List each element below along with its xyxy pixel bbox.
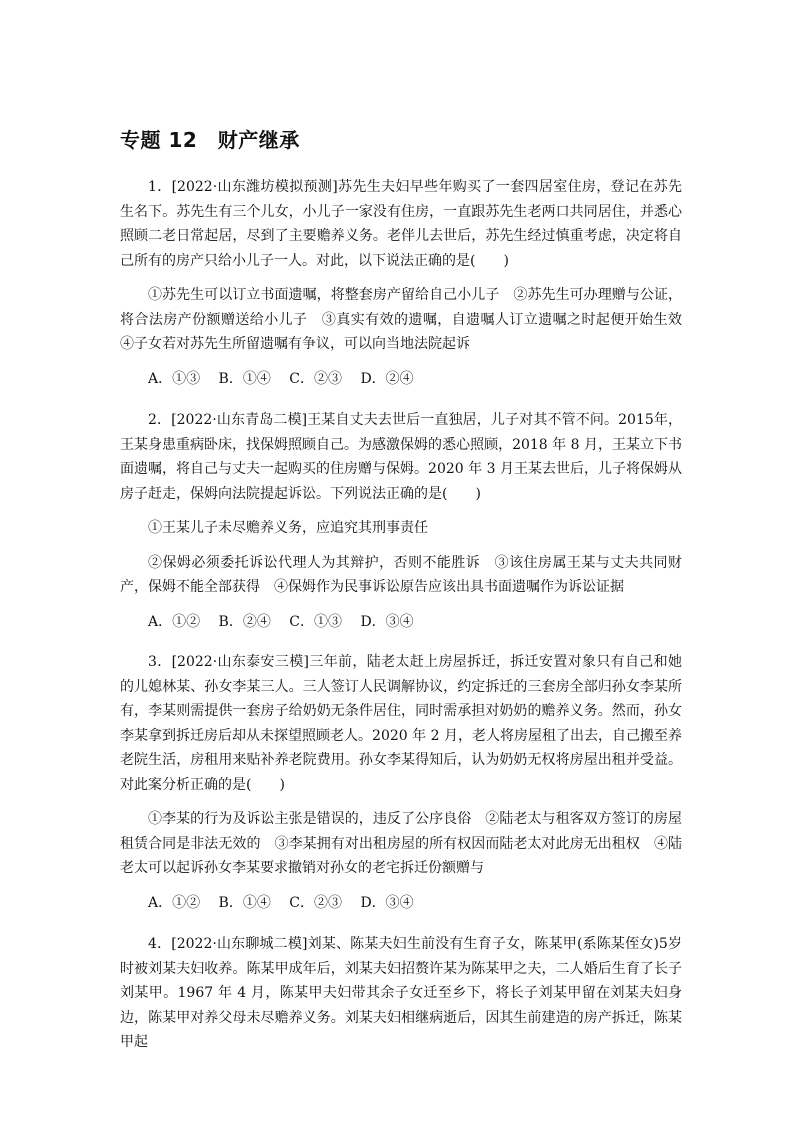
question-stem: 3．[2022·山东泰安三模]三年前，陆老太赶上房屋拆迁，拆迁安置对象只有自己和她的儿媳林某、孙女李某三人。三人签订人民调解协议，约定拆迁的三套房全部归孙女李某所有，李某则需提供一套房子给奶奶无条件居住，同时需承担对奶奶的赡养义务。然而，孙女李某拿到拆迁房后却从未探望照顾老人。2020 年 2 月，老人将房屋租了出去，自己搬至养老院生活，房租用来贴补养老院费用。孙女李某得知后，认为奶奶无权将房屋出租并受益。对此案分析正确的是( ) <box>120 654 682 793</box>
option-statements: ①苏先生可以订立书面遗嘱，将整套房产留给自己小儿子 ②苏先生可办理赠与公证，将合法房产份额赠送给小儿子 ③真实有效的遗嘱，自遗嘱人订立遗嘱之时起便开始生效 ④子女若对苏先生所留遗嘱有争议，可以向当地法院起诉 <box>120 287 696 352</box>
page-title: 专题 12 财产继承 <box>120 128 300 152</box>
question-options <box>120 283 696 357</box>
answer-choices: A．①② B．②④ C．①③ D．③④ <box>148 613 414 630</box>
answer-choices: A．①② B．①④ C．②③ D．③④ <box>148 894 414 911</box>
question-1 <box>120 175 696 391</box>
question-4 <box>120 932 682 1055</box>
question-2 <box>120 408 682 634</box>
question-3 <box>120 650 682 915</box>
question-stem: 4．[2022·山东聊城二模]刘某、陈某夫妇生前没有生育子女，陈某甲(系陈某侄女)5岁时被刘某夫妇收养。陈某甲成年后，刘某夫妇招赘许某为陈某甲之夫，二人婚后生育了长子刘某甲。1967 年 4 月，陈某甲夫妇带其余子女迁至乡下，将长子刘某甲留在刘某夫妇身边，陈某甲对养父母未尽赡养义务。刘某夫妇相继病逝后，因其生前建造的房产拆迁，陈某甲起 <box>120 936 682 1050</box>
question-stem: 2．[2022·山东青岛二模]王某自丈夫去世后一直独居，儿子对其不管不问。2015年，王某身患重病卧床，找保姆照顾自己。为感激保姆的悉心照顾，2018 年 8 月，王某立下书面遗嘱，将自己与丈夫一起购买的住房赠与保姆。2020 年 3 月王某去世后，儿子将保姆从房子赶走，保姆向法院提起诉讼。下列说法正确的是( ) <box>120 412 682 502</box>
option-statement: ②保姆必须委托诉讼代理人为其辩护，否则不能胜诉 ③该住房属王某与丈夫共同财产，保姆不能全部获得 ④保姆作为民事诉讼原告应该出具书面遗嘱作为诉讼证据 <box>120 554 682 595</box>
option-statement: ①王某儿子未尽赡养义务，应追究其刑事责任 <box>148 520 428 536</box>
option-statements: ①李某的行为及诉讼主张是错误的，违反了公序良俗 ②陆老太与租客双方签订的房屋租赁合同是非法无效的 ③李某拥有对出租房屋的所有权因而陆老太对此房无出租权 ④陆老太可以起诉孙女李某要求撤销对孙女的老宅拆迁份额赠与 <box>120 811 682 876</box>
answer-choices: A．①③ B．①④ C．②③ D．②④ <box>148 370 414 387</box>
question-options <box>120 516 682 600</box>
question-options <box>120 807 682 881</box>
question-stem: 1．[2022·山东潍坊模拟预测]苏先生夫妇早些年购买了一套四居室住房，登记在苏先生名下。苏先生有三个儿女，小儿子一家没有住房，一直跟苏先生老两口共同居住，并悉心照顾二老日常起居，尽到了主要赡养义务。老伴儿去世后，苏先生经过慎重考虑，决定将自己所有的房产只给小儿子一人。对此，以下说法正确的是( ) <box>120 179 682 269</box>
